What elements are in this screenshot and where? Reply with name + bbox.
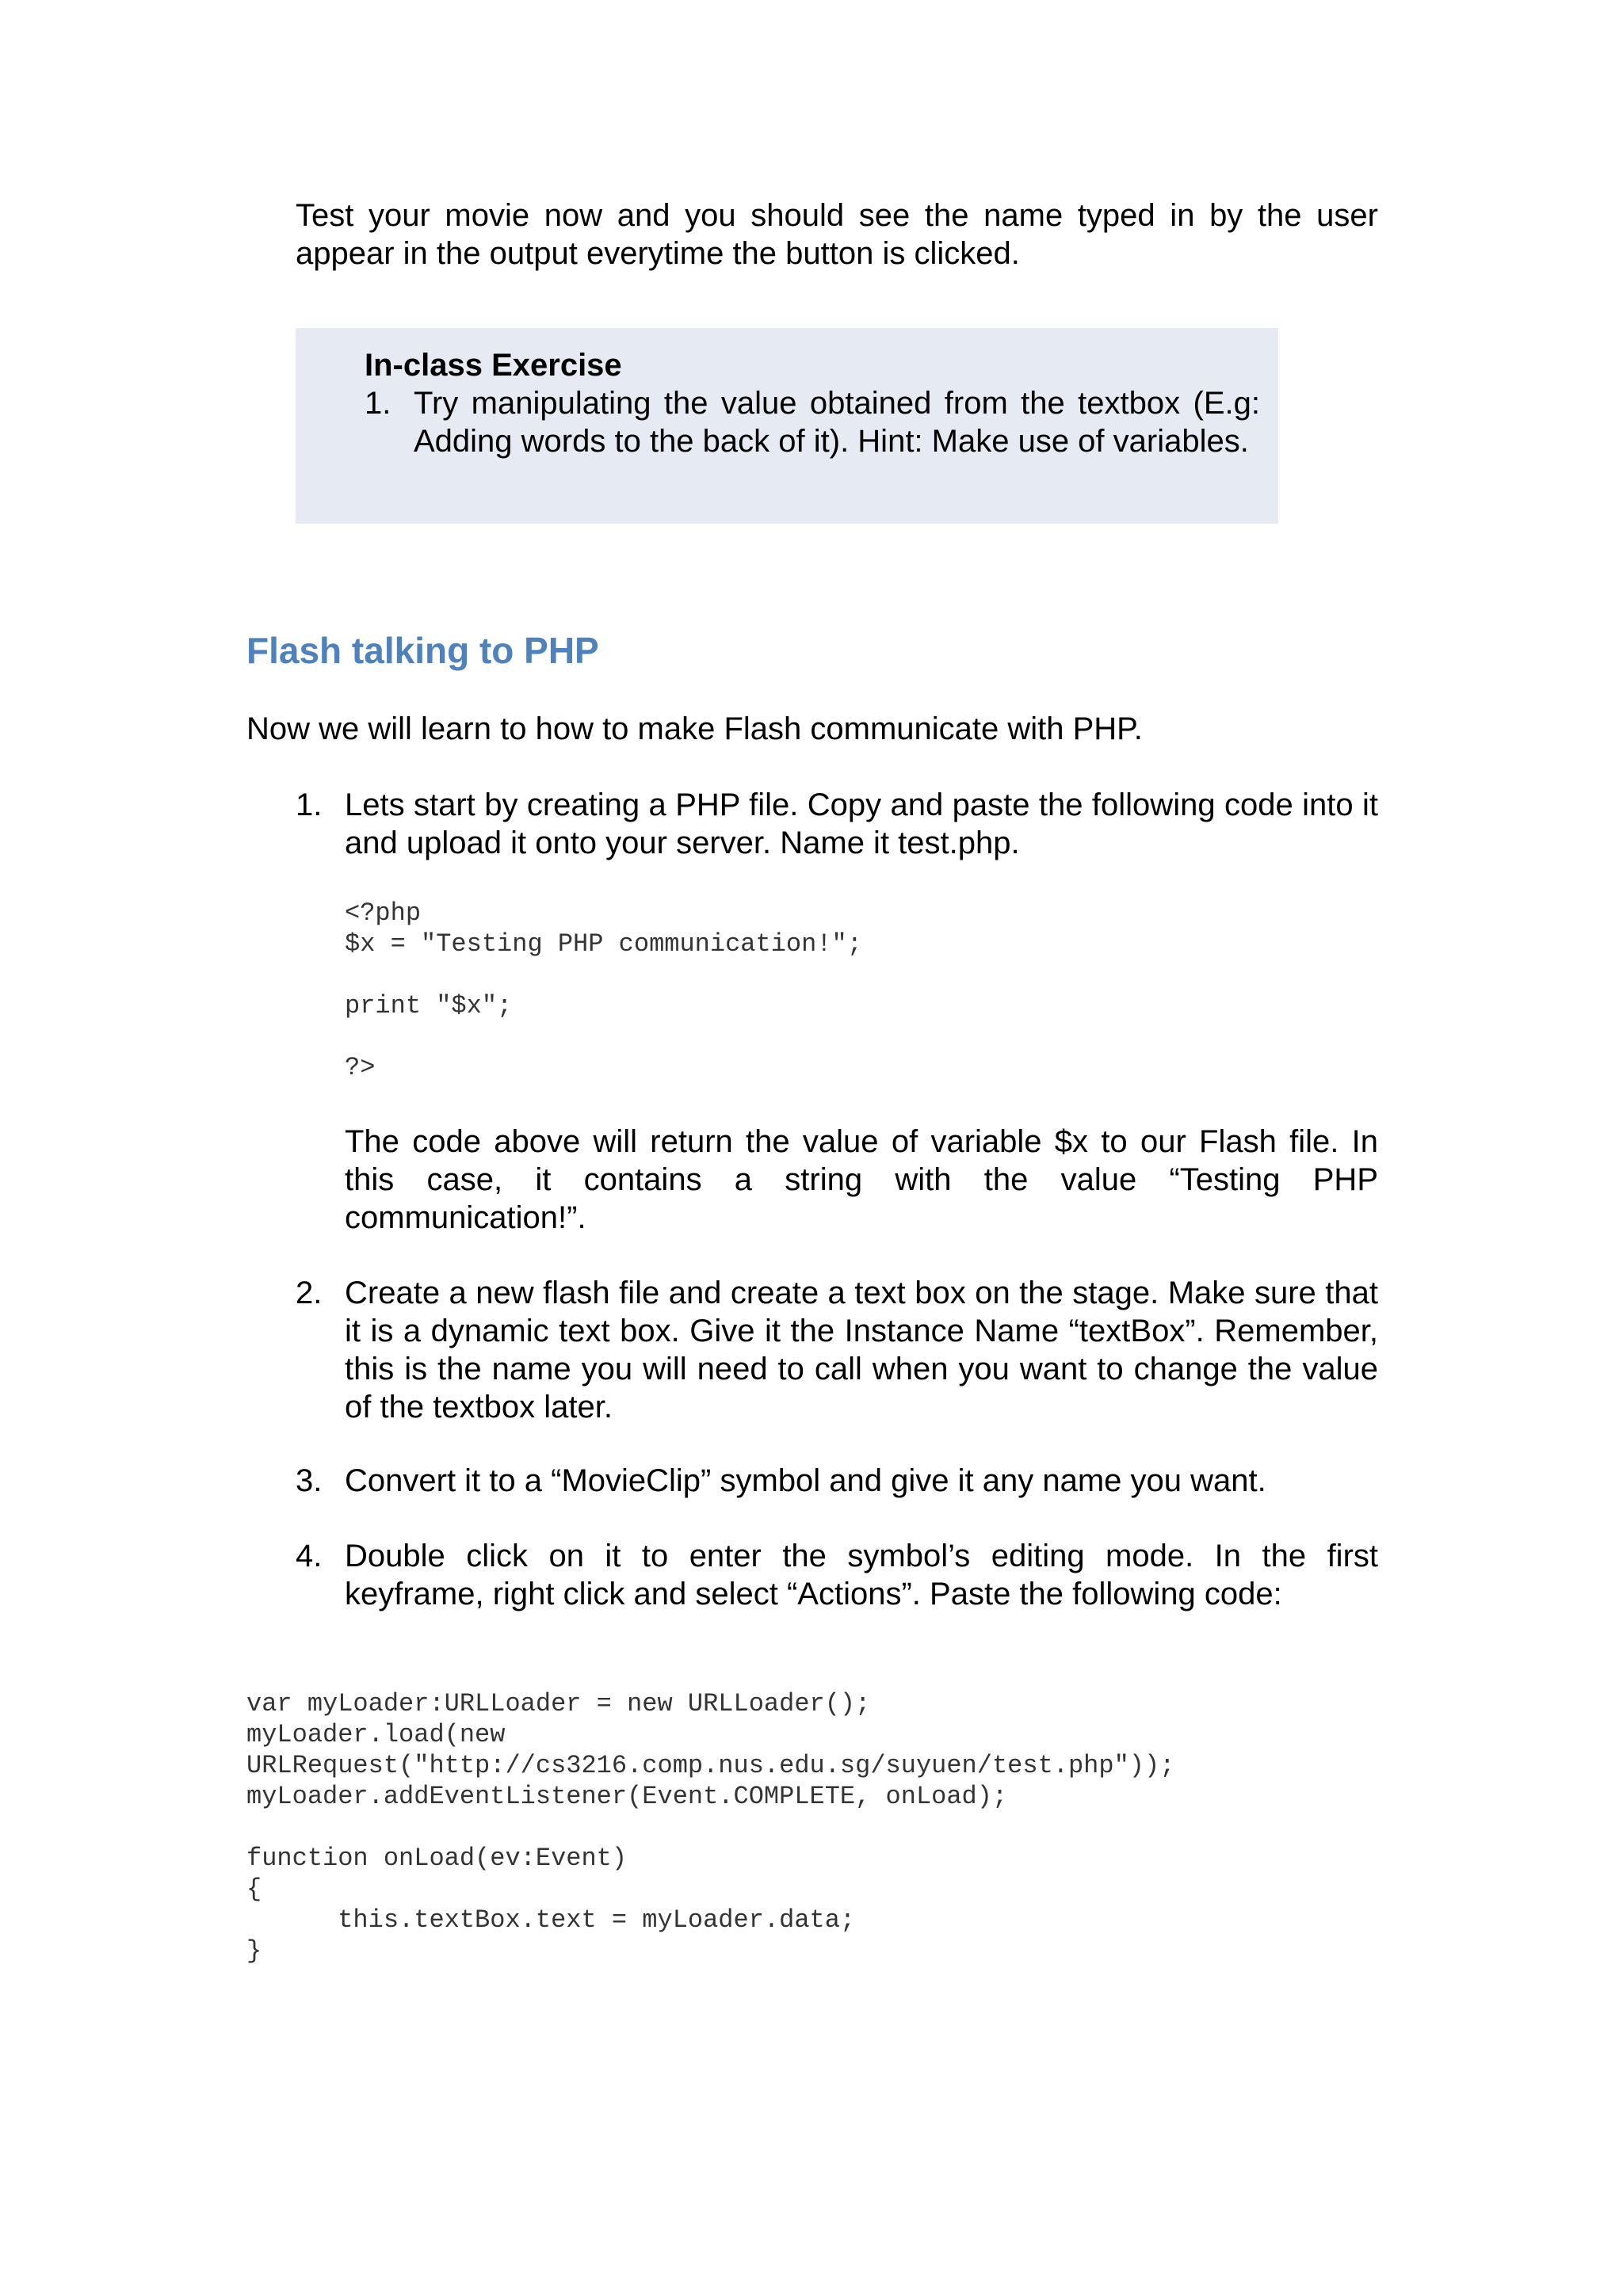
actionscript-code-block: var myLoader:URLLoader = new URLLoader(); myLoader.load(new URLRequest("http://cs3216.comp.nus.edu.sg/suyuen/test.php")); myLoader.addEventListener(Event.COMPLETE, onLoad); function onLoad(ev:Event) { this.textBox.text = myLoader.data; } — [246, 1689, 1175, 1966]
step-text: Double click on it to enter the symbol’s editing mode. In the first keyframe, right click and select “Actions”. Paste the following code: — [345, 1539, 1378, 1611]
exercise-item-number: 1. — [365, 386, 391, 421]
step-number: 2. — [296, 1276, 323, 1310]
step-text: Create a new flash file and create a text box on the stage. Make sure that it is a dynamic text box. Give it the Instance Name “textBox”. Remember, this is the name you will need to call when you want to change the value of the textbox later. — [345, 1276, 1378, 1425]
exercise-item-text: Try manipulating the value obtained from the textbox (E.g: Adding words to the back of it). Hint: Make use of variables. — [414, 386, 1260, 459]
section-heading: Flash talking to PHP — [246, 630, 599, 671]
intro-paragraph: Test your movie now and you should see the name typed in by the user appear in the output everytime the button is clicked. — [296, 198, 1378, 271]
step-number: 4. — [296, 1539, 323, 1573]
step-number: 3. — [296, 1463, 323, 1498]
step-text: Lets start by creating a PHP file. Copy and paste the following code into it and upload it onto your server. Name it test.php. — [345, 788, 1378, 860]
step-explanation: The code above will return the value of variable $x to our Flash file. In this case, it contains a string with the value “Testing PHP communication!”. — [345, 1124, 1378, 1235]
php-code-block: <?php $x = "Testing PHP communication!"; print "$x"; ?> — [345, 898, 862, 1082]
step-text: Convert it to a “MovieClip” symbol and give it any name you want. — [345, 1463, 1266, 1498]
step-number: 1. — [296, 788, 323, 822]
exercise-title: In-class Exercise — [365, 348, 622, 383]
section-intro: Now we will learn to how to make Flash communicate with PHP. — [246, 711, 1143, 746]
